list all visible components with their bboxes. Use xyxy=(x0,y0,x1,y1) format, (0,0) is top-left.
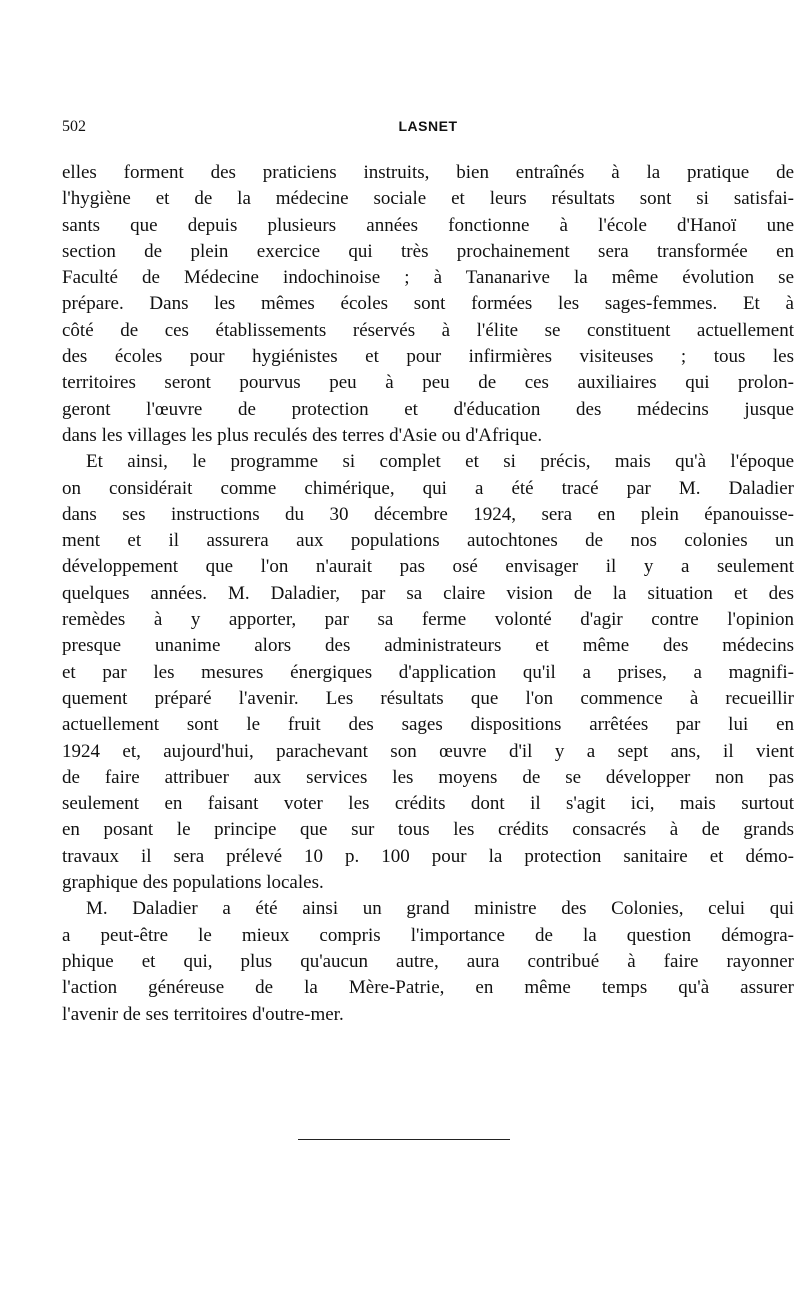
text-line: l'avenir de ses territoires d'outre-mer. xyxy=(62,1003,344,1025)
text-line: sants que depuis plusieurs années fonctionne à l'école d'Hanoï une xyxy=(62,214,794,236)
paragraph-2 xyxy=(62,449,794,896)
end-rule xyxy=(298,1139,510,1140)
text-line: des écoles pour hygiénistes et pour infirmières visiteuses ; tous les xyxy=(62,346,794,368)
text-line: prépare. Dans les mêmes écoles sont formées les sages-femmes. Et à xyxy=(62,293,794,315)
text-line: geront l'œuvre de protection et d'éducation des médecins jusque xyxy=(62,398,794,420)
text-line: on considérait comme chimérique, qui a été tracé par M. Daladier xyxy=(62,477,794,499)
text-line: en posant le principe que sur tous les crédits consacrés à de grands xyxy=(62,819,794,841)
text-line: et par les mesures énergiques d'application qu'il a prises, a magnifi- xyxy=(62,661,794,683)
running-head xyxy=(62,118,794,142)
text-line: seulement en faisant voter les crédits dont il s'agit ici, mais surtout xyxy=(62,793,794,815)
text-line: M. Daladier a été ainsi un grand ministre des Colonies, celui qui xyxy=(86,898,794,920)
text-line: dans les villages les plus reculés des terres d'Asie ou d'Afrique. xyxy=(62,424,543,446)
text-line: phique et qui, plus qu'aucun autre, aura contribué à faire rayonner xyxy=(62,950,794,972)
text-line: dans ses instructions du 30 décembre 1924, sera en plein épanouisse- xyxy=(62,503,794,525)
text-line: quelques années. M. Daladier, par sa claire vision de la situation et des xyxy=(62,582,794,604)
text-line: a peut-être le mieux compris l'importance de la question démogra- xyxy=(62,924,794,946)
text-line: côté de ces établissements réservés à l'élite se constituent actuellement xyxy=(62,319,794,341)
text-line: quement préparé l'avenir. Les résultats que l'on commence à recueillir xyxy=(62,687,794,709)
text-line: elles forment des praticiens instruits, bien entraînés à la pratique de xyxy=(62,162,794,183)
running-title: LASNET xyxy=(398,118,458,134)
text-line: Et ainsi, le programme si complet et si précis, mais qu'à l'époque xyxy=(86,451,794,473)
paragraph-1 xyxy=(62,160,794,449)
text-line: développement que l'on n'aurait pas osé envisager il y a seulement xyxy=(62,556,794,578)
text-line: l'action généreuse de la Mère-Patrie, en même temps qu'à assurer xyxy=(62,977,794,999)
text-line: Faculté de Médecine indochinoise ; à Tananarive la même évolution se xyxy=(62,267,794,289)
text-line: presque unanime alors des administrateurs et même des médecins xyxy=(62,635,794,657)
text-line: graphique des populations locales. xyxy=(62,872,324,894)
page-number: 502 xyxy=(62,118,86,135)
text-line: 1924 et, aujourd'hui, parachevant son œuvre d'il y a sept ans, il vient xyxy=(62,740,794,762)
text-line: territoires seront pourvus peu à peu de ces auxiliaires qui prolon- xyxy=(62,372,794,394)
text-line: actuellement sont le fruit des sages dispositions arrêtées par lui en xyxy=(62,714,794,736)
text-line: de faire attribuer aux services les moyens de se développer non pas xyxy=(62,766,794,788)
text-line: travaux il sera prélevé 10 p. 100 pour la protection sanitaire et démo- xyxy=(62,845,794,867)
body-text xyxy=(62,160,794,1028)
text-line: remèdes à y apporter, par sa ferme volonté d'agir contre l'opinion xyxy=(62,609,794,631)
text-line: l'hygiène et de la médecine sociale et leurs résultats sont si satisfai- xyxy=(62,188,794,210)
text-line: ment et il assurera aux populations autochtones de nos colonies un xyxy=(62,530,794,552)
text-line: section de plein exercice qui très prochainement sera transformée en xyxy=(62,240,794,262)
paragraph-3 xyxy=(62,896,794,1027)
